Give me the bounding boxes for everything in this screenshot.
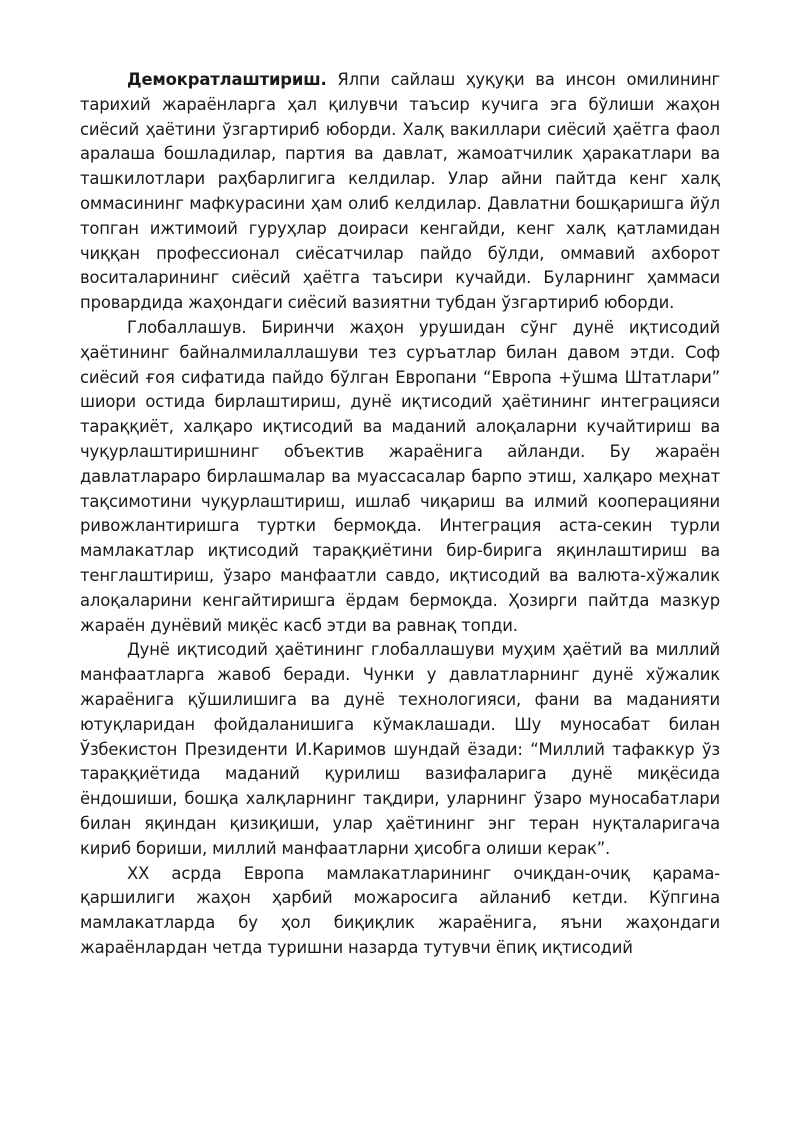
paragraph-democratization bbox=[80, 68, 720, 316]
paragraph-text: Ялпи сайлаш ҳуқуқи ва инсон омилининг тарихий жараёнларга ҳал қилувчи таъсир кучига эга бўлиши жаҳон сиёсий ҳаётини ўзгартириб юборди. Халқ вакиллари сиёсий ҳаётга фаол аралаша бошладилар, партия ва давлат, жамоатчилик ҳаракатлари ва ташкилотлари раҳбарлигига келдилар. Улар айни пайтда кенг халқ оммасининг мафкурасини ҳам олиб келдилар. Давлатни бошқаришга йўл топган ижтимоий гуруҳлар доираси кенгайди, кенг халқ қатламидан чиққан профессионал сиёсатчилар пайдо бўлди, оммавий ахборот воситаларининг сиёсий ҳаётга таъсири кучайди. Буларнинг ҳаммаси провардида жаҳондаги сиёсий вазиятни тубдан ўзгартириб юборди. bbox=[80, 70, 721, 313]
paragraph-globalization: Глобаллашув. Биринчи жаҳон урушидан сўнг дунё иқтисодий ҳаётининг байналмилаллашуви тез суръатлар билан давом этди. Соф сиёсий ғоя сифатида пайдо бўлган Европани “Европа +ўшма Штатлари” шиори остида бирлаштириш, дунё иқтисодий ҳаётининг интеграцияси тараққиёт, халқаро иқтисодий ва маданий алоқаларни кучайтириш ва чуқурлаштиришнинг объектив жараёнига айланди. Бу жараён давлатлараро бирлашмалар ва муассасалар барпо этиш, халқаро меҳнат тақсимотини чуқурлаштириш, ишлаб чиқариш ва илмий кооперацияни ривожлантиришга туртки бермоқда. Интеграция аста-секин турли мамлакатлар иқтисодий тараққиётини бир-бирига яқинлаштириш ва тенглаштириш, ўзаро манфаатли савдо, иқтисодий ва валюта-хўжалик алоқаларини кенгайтиришга ёрдам бермоқда. Ҳозирги пайтда мазкур жараён дунёвий миқёс касб этди ва равнақ топди. bbox=[80, 317, 720, 635]
paragraph-heading: Демократлаштириш. bbox=[127, 70, 327, 89]
paragraph-twentieth-century: ХХ асрда Европа мамлакатларининг очиқдан-очиқ қарама-қаршилиги жаҳон ҳарбий можаросига айланиб кетди. Кўпгина мамлакатларда бу ҳол биқиқлик жараёнига, яъни жаҳондаги жараёнлардан четда туришни назарда тутувчи ёпиқ иқтисодий bbox=[80, 863, 720, 957]
document-page bbox=[80, 68, 720, 961]
paragraph-economic-globalization: Дунё иқтисодий ҳаётининг глобаллашуви муҳим ҳаётий ва миллий манфаатларга жавоб беради. Чунки у давлатларнинг дунё хўжалик жараёнига қўшилишига ва дунё технологияси, фани ва маданияти ютуқларидан фойдаланишига кўмаклашади. Шу муносабат билан Ўзбекистон Президенти И.Каримов шундай ёзади: “Миллий тафаккур ўз тараққиётида маданий қурилиш вазифаларига дунё миқёсида ёндошиши, бошқа халқларнинг тақдири, уларнинг ўзаро муносабатлари билан яқиндан қизиқиши, улар ҳаётининг энг теран нуқталаригача кириб бориши, миллий манфаатларни ҳисобга олиши керак”. bbox=[80, 640, 720, 858]
